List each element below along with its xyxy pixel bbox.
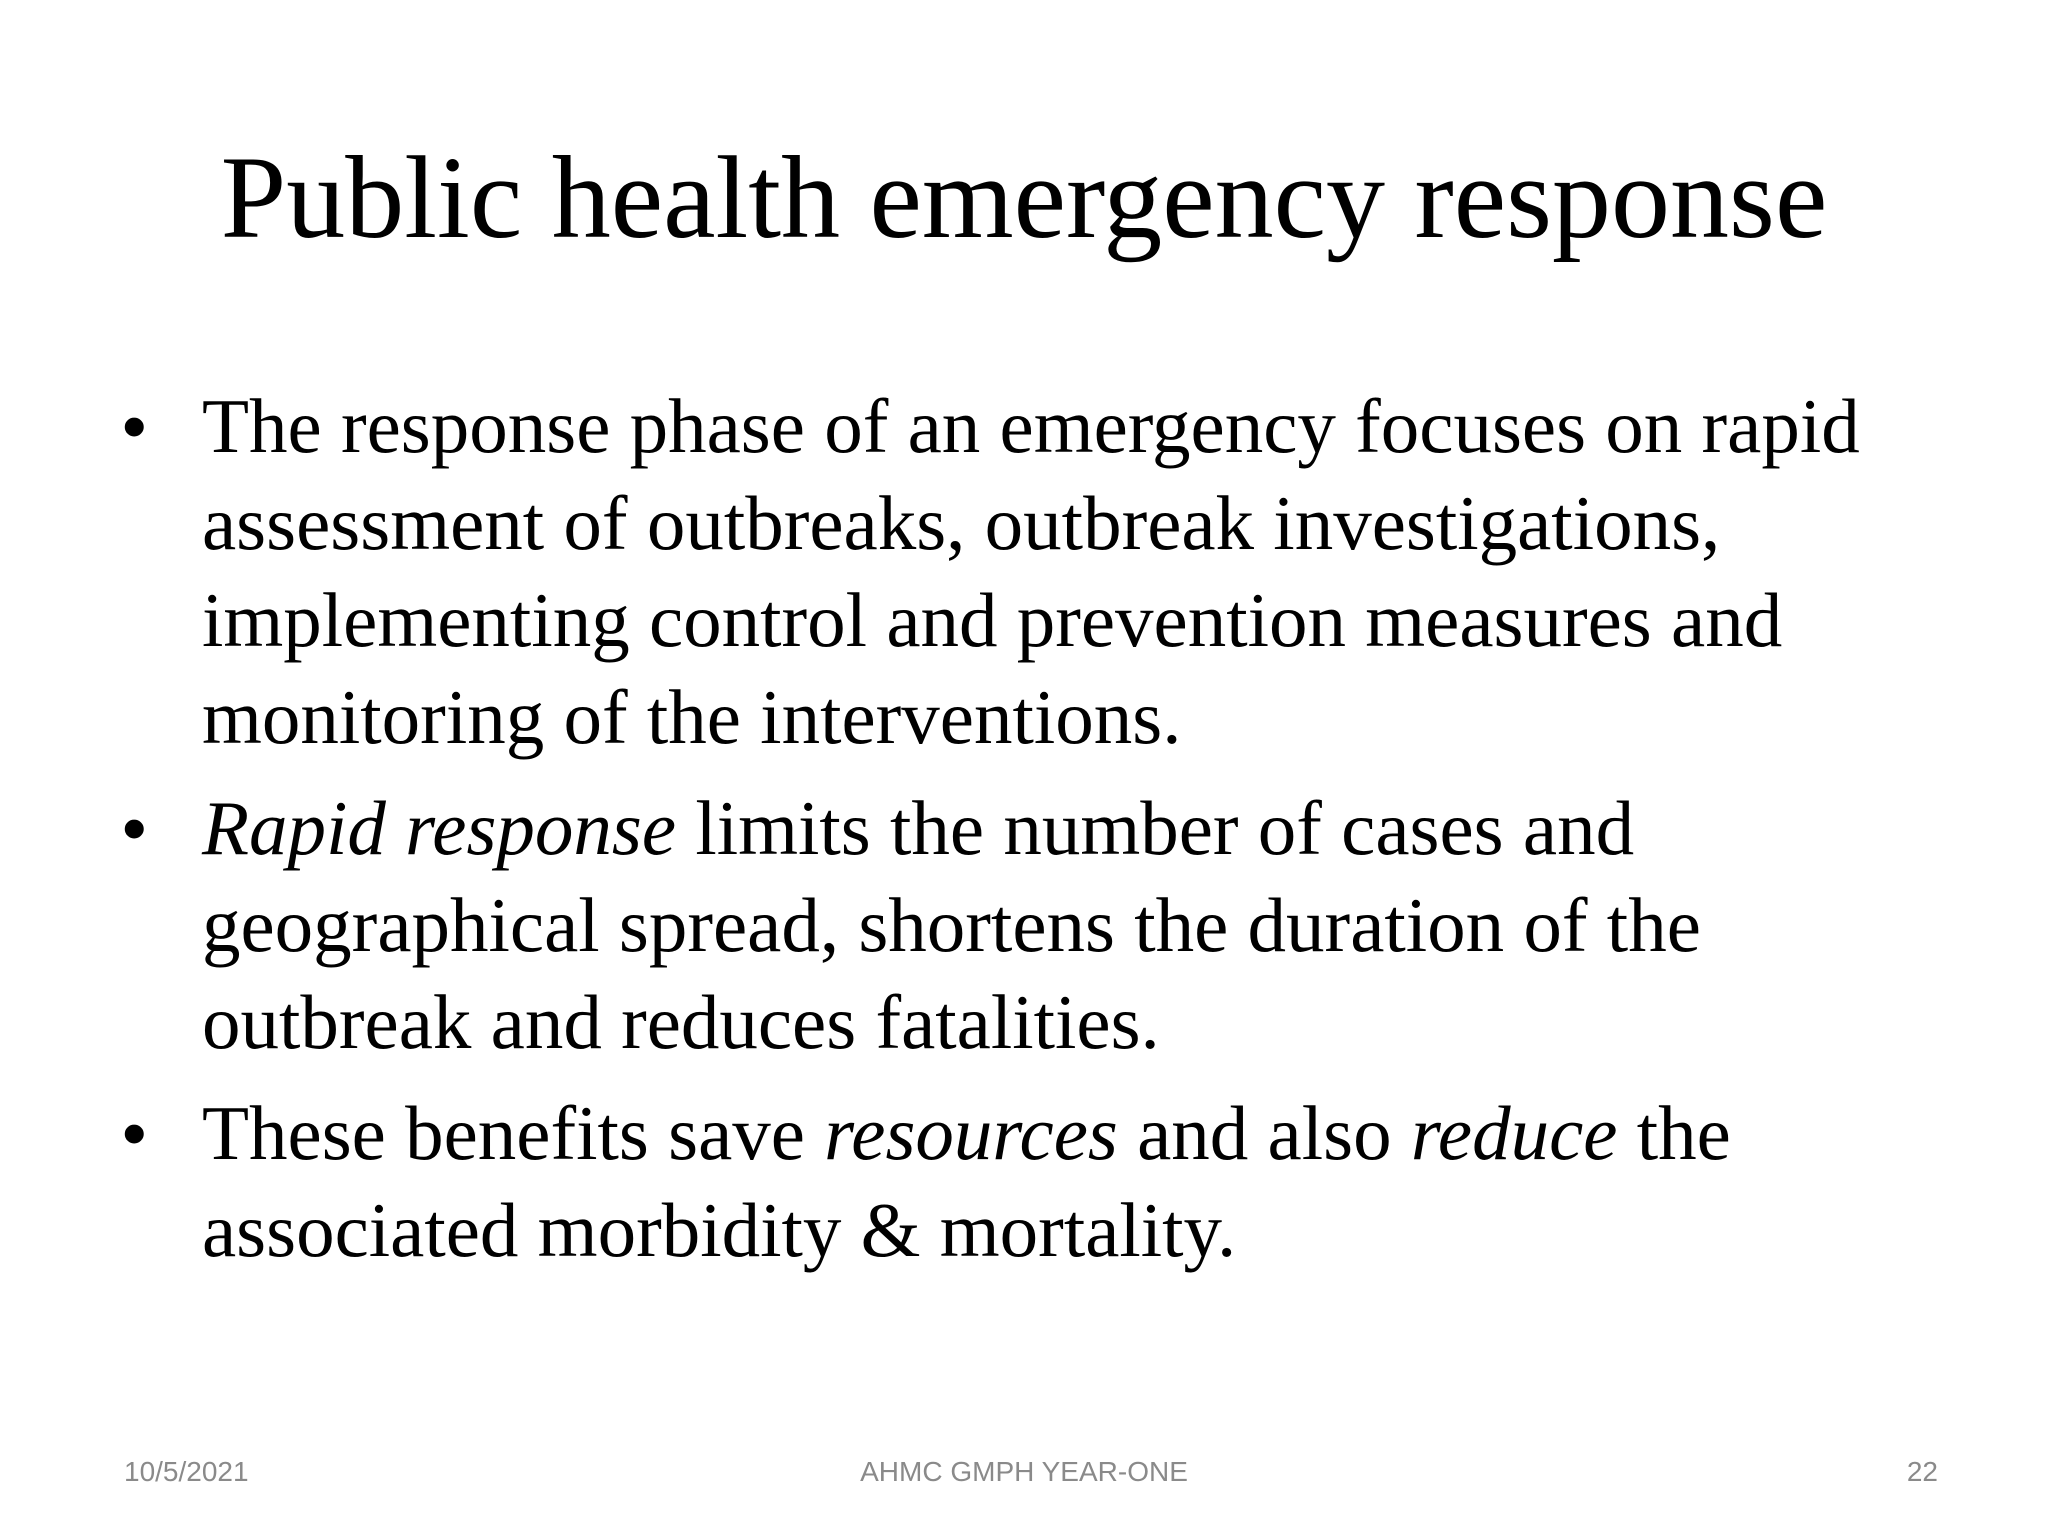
bullet-text: limits the number of cases and geographical spread, shortens the duration of the outbreak and reduces fatalities. — [202, 785, 1701, 1065]
footer-center-text: AHMC GMPH YEAR-ONE — [860, 1456, 1188, 1487]
bullet-marker: • — [122, 1094, 147, 1172]
bullet-text: The response phase of an emergency focuses on rapid assessment of outbreaks, outbreak investigations, implementing control and prevention measures and monitoring of the interventions. — [202, 383, 1860, 760]
footer-page-number: 22 — [1906, 1456, 1938, 1487]
bullet-text: These benefits save — [202, 1090, 825, 1176]
bullet-item — [118, 378, 1948, 766]
bullet-text-italic: resources — [824, 1090, 1118, 1176]
slide-title: Public health emergency response — [220, 132, 1828, 263]
bullet-marker: • — [122, 789, 147, 867]
bullet-text: and also — [1117, 1090, 1411, 1176]
bullet-list — [118, 378, 1948, 1293]
bullet-text: the associated morbidity & mortality. — [202, 1090, 1731, 1273]
bullet-item — [118, 780, 1948, 1071]
bullet-text-italic: Rapid response — [202, 785, 677, 871]
bullet-marker: • — [122, 387, 147, 465]
footer-date: 10/5/2021 — [124, 1456, 249, 1487]
bullet-item — [118, 1085, 1948, 1279]
bullet-text-italic: reduce — [1410, 1090, 1618, 1176]
